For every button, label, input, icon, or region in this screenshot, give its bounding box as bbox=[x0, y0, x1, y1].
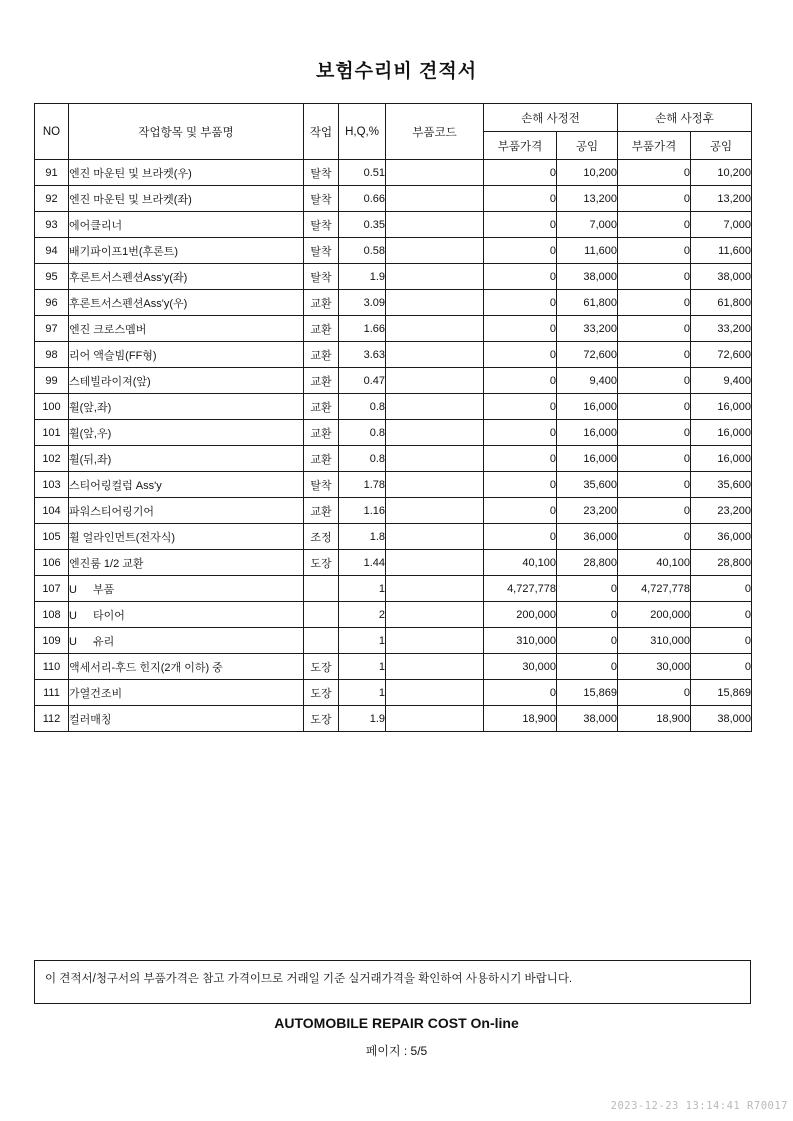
before-labor-cell: 9,400 bbox=[557, 368, 618, 394]
table-row bbox=[35, 654, 752, 680]
before-labor-cell: 0 bbox=[557, 602, 618, 628]
table-row bbox=[35, 706, 752, 732]
item-name-cell bbox=[69, 706, 304, 732]
before-part-price-cell: 0 bbox=[484, 498, 557, 524]
work-type-cell: 조정 bbox=[304, 524, 339, 550]
after-labor-cell: 0 bbox=[691, 576, 752, 602]
item-name: 후론트서스펜션Ass'y(좌) bbox=[69, 271, 188, 284]
table-row bbox=[35, 290, 752, 316]
after-labor-cell: 33,200 bbox=[691, 316, 752, 342]
hq-percent-cell: 0.8 bbox=[339, 446, 386, 472]
after-part-price-cell: 0 bbox=[618, 160, 691, 186]
item-name: 휠(앞,우) bbox=[69, 427, 112, 440]
before-labor-cell: 15,869 bbox=[557, 680, 618, 706]
table-row bbox=[35, 316, 752, 342]
before-labor-cell: 10,200 bbox=[557, 160, 618, 186]
page-title: 보험수리비 견적서 bbox=[315, 61, 478, 82]
header-after-labor: 공임 bbox=[691, 132, 752, 160]
after-labor-cell: 35,600 bbox=[691, 472, 752, 498]
before-labor-cell: 0 bbox=[557, 576, 618, 602]
before-labor-cell: 72,600 bbox=[557, 342, 618, 368]
after-labor-cell: 13,200 bbox=[691, 186, 752, 212]
after-part-price-cell: 30,000 bbox=[618, 654, 691, 680]
table-header bbox=[35, 104, 752, 160]
table-row bbox=[35, 576, 752, 602]
item-name-cell bbox=[69, 316, 304, 342]
hq-percent-cell: 0.35 bbox=[339, 212, 386, 238]
item-name: 엔진룸 1/2 교환 bbox=[69, 557, 144, 570]
before-labor-cell: 61,800 bbox=[557, 290, 618, 316]
work-type-cell: 교환 bbox=[304, 368, 339, 394]
before-part-price-cell: 0 bbox=[484, 368, 557, 394]
table-row bbox=[35, 498, 752, 524]
row-number: 95 bbox=[35, 264, 69, 290]
table-row bbox=[35, 446, 752, 472]
after-labor-cell: 16,000 bbox=[691, 420, 752, 446]
row-number: 94 bbox=[35, 238, 69, 264]
row-number: 97 bbox=[35, 316, 69, 342]
before-part-price-cell: 0 bbox=[484, 290, 557, 316]
hq-percent-cell: 1 bbox=[339, 654, 386, 680]
before-labor-cell: 0 bbox=[557, 628, 618, 654]
footer-brand: AUTOMOBILE REPAIR COST On-line bbox=[274, 1015, 519, 1031]
item-name-cell bbox=[69, 602, 304, 628]
hq-percent-cell: 0.58 bbox=[339, 238, 386, 264]
before-part-price-cell: 0 bbox=[484, 342, 557, 368]
before-labor-cell: 0 bbox=[557, 654, 618, 680]
before-labor-cell: 36,000 bbox=[557, 524, 618, 550]
part-code-cell bbox=[386, 290, 484, 316]
before-part-price-cell: 0 bbox=[484, 160, 557, 186]
after-part-price-cell: 0 bbox=[618, 186, 691, 212]
work-type-cell: 탈착 bbox=[304, 264, 339, 290]
print-timestamp: 2023-12-23 13:14:41 R70017 bbox=[610, 1100, 788, 1112]
after-labor-cell: 0 bbox=[691, 654, 752, 680]
table-row bbox=[35, 186, 752, 212]
work-type-cell: 도장 bbox=[304, 680, 339, 706]
table-row bbox=[35, 602, 752, 628]
header-before-assessment: 손해 사정전 bbox=[484, 104, 618, 132]
table-body bbox=[35, 160, 752, 732]
part-code-cell bbox=[386, 316, 484, 342]
after-labor-cell: 10,200 bbox=[691, 160, 752, 186]
item-name-cell bbox=[69, 446, 304, 472]
work-type-cell: 탈착 bbox=[304, 472, 339, 498]
table-row bbox=[35, 342, 752, 368]
before-labor-cell: 16,000 bbox=[557, 420, 618, 446]
hq-percent-cell: 1.44 bbox=[339, 550, 386, 576]
hq-percent-cell: 0.66 bbox=[339, 186, 386, 212]
after-labor-cell: 11,600 bbox=[691, 238, 752, 264]
work-type-cell: 탈착 bbox=[304, 160, 339, 186]
after-part-price-cell: 0 bbox=[618, 212, 691, 238]
header-hq: H,Q,% bbox=[339, 104, 386, 160]
item-name-cell bbox=[69, 654, 304, 680]
item-name-cell bbox=[69, 472, 304, 498]
part-code-cell bbox=[386, 550, 484, 576]
part-code-cell bbox=[386, 654, 484, 680]
work-type-cell bbox=[304, 576, 339, 602]
work-type-cell: 탈착 bbox=[304, 212, 339, 238]
item-name: 휠 얼라인먼트(전자식) bbox=[69, 531, 176, 544]
hq-percent-cell: 0.8 bbox=[339, 394, 386, 420]
table-row bbox=[35, 420, 752, 446]
row-number: 93 bbox=[35, 212, 69, 238]
hq-percent-cell: 0.51 bbox=[339, 160, 386, 186]
before-labor-cell: 7,000 bbox=[557, 212, 618, 238]
item-name-cell bbox=[69, 550, 304, 576]
work-type-cell bbox=[304, 602, 339, 628]
before-part-price-cell: 0 bbox=[484, 264, 557, 290]
item-name: 엔진 마운틴 및 브라켓(좌) bbox=[69, 193, 192, 206]
before-labor-cell: 35,600 bbox=[557, 472, 618, 498]
work-type-cell: 도장 bbox=[304, 654, 339, 680]
item-name: 부품 bbox=[93, 583, 115, 596]
table-row bbox=[35, 628, 752, 654]
part-code-cell bbox=[386, 394, 484, 420]
notice-text: 이 견적서/청구서의 부품가격은 참고 가격이므로 거래일 기준 실거래가격을 확인하여 사용하시기 바랍니다. bbox=[45, 973, 573, 985]
part-code-cell bbox=[386, 264, 484, 290]
after-part-price-cell: 0 bbox=[618, 264, 691, 290]
row-number: 112 bbox=[35, 706, 69, 732]
part-code-cell bbox=[386, 524, 484, 550]
after-part-price-cell: 0 bbox=[618, 394, 691, 420]
header-no: NO bbox=[35, 104, 69, 160]
table-row bbox=[35, 160, 752, 186]
hq-percent-cell: 0.8 bbox=[339, 420, 386, 446]
header-part-code: 부품코드 bbox=[386, 104, 484, 160]
after-labor-cell: 15,869 bbox=[691, 680, 752, 706]
before-labor-cell: 23,200 bbox=[557, 498, 618, 524]
table-row bbox=[35, 264, 752, 290]
item-name: 스티어링컬럼 Ass'y bbox=[69, 479, 162, 492]
item-prefix: U bbox=[69, 583, 77, 596]
after-labor-cell: 72,600 bbox=[691, 342, 752, 368]
hq-percent-cell: 1.78 bbox=[339, 472, 386, 498]
before-part-price-cell: 310,000 bbox=[484, 628, 557, 654]
item-name-cell bbox=[69, 290, 304, 316]
row-number: 108 bbox=[35, 602, 69, 628]
table-row bbox=[35, 680, 752, 706]
row-number: 92 bbox=[35, 186, 69, 212]
part-code-cell bbox=[386, 420, 484, 446]
part-code-cell bbox=[386, 368, 484, 394]
after-part-price-cell: 0 bbox=[618, 316, 691, 342]
item-name-cell bbox=[69, 342, 304, 368]
item-name-cell bbox=[69, 498, 304, 524]
after-labor-cell: 61,800 bbox=[691, 290, 752, 316]
after-labor-cell: 16,000 bbox=[691, 394, 752, 420]
table-row bbox=[35, 524, 752, 550]
item-name: 컬러매칭 bbox=[69, 713, 112, 726]
item-name: 에어클리너 bbox=[69, 219, 123, 232]
hq-percent-cell: 3.09 bbox=[339, 290, 386, 316]
item-name-cell bbox=[69, 394, 304, 420]
item-name: 리어 액슬빔(FF형) bbox=[69, 349, 157, 362]
row-number: 104 bbox=[35, 498, 69, 524]
after-labor-cell: 36,000 bbox=[691, 524, 752, 550]
header-after-part-price: 부품가격 bbox=[618, 132, 691, 160]
table-row bbox=[35, 472, 752, 498]
before-part-price-cell: 0 bbox=[484, 524, 557, 550]
before-part-price-cell: 30,000 bbox=[484, 654, 557, 680]
row-number: 106 bbox=[35, 550, 69, 576]
part-code-cell bbox=[386, 576, 484, 602]
after-part-price-cell: 0 bbox=[618, 342, 691, 368]
before-labor-cell: 16,000 bbox=[557, 446, 618, 472]
after-labor-cell: 16,000 bbox=[691, 446, 752, 472]
row-number: 100 bbox=[35, 394, 69, 420]
estimate-table bbox=[34, 103, 752, 732]
item-prefix: U bbox=[69, 609, 77, 622]
notice-box bbox=[34, 960, 751, 1004]
item-name: 배기파이프1번(후론트) bbox=[69, 245, 179, 258]
row-number: 98 bbox=[35, 342, 69, 368]
work-type-cell: 교환 bbox=[304, 342, 339, 368]
row-number: 109 bbox=[35, 628, 69, 654]
after-labor-cell: 0 bbox=[691, 628, 752, 654]
work-type-cell: 도장 bbox=[304, 550, 339, 576]
after-part-price-cell: 0 bbox=[618, 680, 691, 706]
after-part-price-cell: 0 bbox=[618, 368, 691, 394]
work-type-cell: 도장 bbox=[304, 706, 339, 732]
part-code-cell bbox=[386, 628, 484, 654]
after-labor-cell: 7,000 bbox=[691, 212, 752, 238]
footer-page-indicator: 페이지 : 5/5 bbox=[365, 1044, 428, 1058]
hq-percent-cell: 1.16 bbox=[339, 498, 386, 524]
item-name: 파워스티어링기어 bbox=[69, 505, 155, 518]
after-part-price-cell: 18,900 bbox=[618, 706, 691, 732]
part-code-cell bbox=[386, 186, 484, 212]
item-name-cell bbox=[69, 680, 304, 706]
before-labor-cell: 38,000 bbox=[557, 264, 618, 290]
header-work: 작업 bbox=[304, 104, 339, 160]
hq-percent-cell: 1 bbox=[339, 680, 386, 706]
after-part-price-cell: 0 bbox=[618, 472, 691, 498]
item-name-cell bbox=[69, 238, 304, 264]
after-labor-cell: 9,400 bbox=[691, 368, 752, 394]
after-part-price-cell: 0 bbox=[618, 446, 691, 472]
work-type-cell: 탈착 bbox=[304, 238, 339, 264]
after-part-price-cell: 4,727,778 bbox=[618, 576, 691, 602]
hq-percent-cell: 0.47 bbox=[339, 368, 386, 394]
before-part-price-cell: 200,000 bbox=[484, 602, 557, 628]
hq-percent-cell: 1 bbox=[339, 576, 386, 602]
work-type-cell: 탈착 bbox=[304, 186, 339, 212]
before-labor-cell: 13,200 bbox=[557, 186, 618, 212]
item-name-cell bbox=[69, 368, 304, 394]
item-name: 엔진 크로스멤버 bbox=[69, 323, 147, 336]
header-after-assessment: 손해 사정후 bbox=[618, 104, 752, 132]
table-row bbox=[35, 394, 752, 420]
table-row bbox=[35, 212, 752, 238]
item-name-cell bbox=[69, 420, 304, 446]
header-before-part-price: 부품가격 bbox=[484, 132, 557, 160]
item-name-cell bbox=[69, 524, 304, 550]
before-part-price-cell: 0 bbox=[484, 420, 557, 446]
item-name-cell bbox=[69, 186, 304, 212]
table-row bbox=[35, 238, 752, 264]
part-code-cell bbox=[386, 706, 484, 732]
row-number: 96 bbox=[35, 290, 69, 316]
item-name: 휠(뒤,좌) bbox=[69, 453, 112, 466]
hq-percent-cell: 1.9 bbox=[339, 264, 386, 290]
part-code-cell bbox=[386, 680, 484, 706]
before-part-price-cell: 18,900 bbox=[484, 706, 557, 732]
item-name-cell bbox=[69, 576, 304, 602]
before-part-price-cell: 0 bbox=[484, 680, 557, 706]
before-part-price-cell: 0 bbox=[484, 446, 557, 472]
item-name: 스테빌라이져(앞) bbox=[69, 375, 151, 388]
row-number: 103 bbox=[35, 472, 69, 498]
item-name: 가열건조비 bbox=[69, 687, 123, 700]
item-name-cell bbox=[69, 212, 304, 238]
row-number: 110 bbox=[35, 654, 69, 680]
after-part-price-cell: 0 bbox=[618, 238, 691, 264]
row-number: 99 bbox=[35, 368, 69, 394]
item-name-cell bbox=[69, 264, 304, 290]
row-number: 101 bbox=[35, 420, 69, 446]
before-labor-cell: 28,800 bbox=[557, 550, 618, 576]
item-name-cell bbox=[69, 628, 304, 654]
hq-percent-cell: 2 bbox=[339, 602, 386, 628]
after-part-price-cell: 310,000 bbox=[618, 628, 691, 654]
part-code-cell bbox=[386, 472, 484, 498]
table-row bbox=[35, 368, 752, 394]
after-part-price-cell: 0 bbox=[618, 498, 691, 524]
after-labor-cell: 28,800 bbox=[691, 550, 752, 576]
item-name: 타이어 bbox=[93, 609, 125, 622]
after-part-price-cell: 40,100 bbox=[618, 550, 691, 576]
item-name: 액세서리-후드 힌지(2개 이하) 중 bbox=[69, 661, 223, 674]
part-code-cell bbox=[386, 342, 484, 368]
part-code-cell bbox=[386, 238, 484, 264]
before-part-price-cell: 0 bbox=[484, 316, 557, 342]
part-code-cell bbox=[386, 160, 484, 186]
before-part-price-cell: 0 bbox=[484, 212, 557, 238]
hq-percent-cell: 1.9 bbox=[339, 706, 386, 732]
after-labor-cell: 23,200 bbox=[691, 498, 752, 524]
work-type-cell: 교환 bbox=[304, 420, 339, 446]
table-row bbox=[35, 550, 752, 576]
item-name: 후론트서스펜션Ass'y(우) bbox=[69, 297, 188, 310]
after-part-price-cell: 0 bbox=[618, 290, 691, 316]
before-labor-cell: 16,000 bbox=[557, 394, 618, 420]
work-type-cell bbox=[304, 628, 339, 654]
before-part-price-cell: 4,727,778 bbox=[484, 576, 557, 602]
work-type-cell: 교환 bbox=[304, 316, 339, 342]
row-number: 107 bbox=[35, 576, 69, 602]
item-name: 엔진 마운틴 및 브라켓(우) bbox=[69, 167, 192, 180]
after-labor-cell: 38,000 bbox=[691, 264, 752, 290]
part-code-cell bbox=[386, 602, 484, 628]
hq-percent-cell: 1.8 bbox=[339, 524, 386, 550]
part-code-cell bbox=[386, 498, 484, 524]
before-part-price-cell: 0 bbox=[484, 472, 557, 498]
after-part-price-cell: 200,000 bbox=[618, 602, 691, 628]
before-part-price-cell: 0 bbox=[484, 394, 557, 420]
part-code-cell bbox=[386, 212, 484, 238]
row-number: 111 bbox=[35, 680, 69, 706]
item-name: 휠(앞,좌) bbox=[69, 401, 112, 414]
after-part-price-cell: 0 bbox=[618, 420, 691, 446]
work-type-cell: 교환 bbox=[304, 394, 339, 420]
part-code-cell bbox=[386, 446, 484, 472]
hq-percent-cell: 1 bbox=[339, 628, 386, 654]
before-labor-cell: 38,000 bbox=[557, 706, 618, 732]
after-labor-cell: 38,000 bbox=[691, 706, 752, 732]
work-type-cell: 교환 bbox=[304, 290, 339, 316]
before-labor-cell: 33,200 bbox=[557, 316, 618, 342]
item-name: 유리 bbox=[93, 635, 115, 648]
row-number: 91 bbox=[35, 160, 69, 186]
before-part-price-cell: 0 bbox=[484, 186, 557, 212]
after-labor-cell: 0 bbox=[691, 602, 752, 628]
hq-percent-cell: 3.63 bbox=[339, 342, 386, 368]
header-before-labor: 공임 bbox=[557, 132, 618, 160]
header-item: 작업항목 및 부품명 bbox=[69, 104, 304, 160]
before-part-price-cell: 0 bbox=[484, 238, 557, 264]
item-prefix: U bbox=[69, 635, 77, 648]
after-part-price-cell: 0 bbox=[618, 524, 691, 550]
work-type-cell: 교환 bbox=[304, 446, 339, 472]
before-part-price-cell: 40,100 bbox=[484, 550, 557, 576]
work-type-cell: 교환 bbox=[304, 498, 339, 524]
before-labor-cell: 11,600 bbox=[557, 238, 618, 264]
hq-percent-cell: 1.66 bbox=[339, 316, 386, 342]
row-number: 102 bbox=[35, 446, 69, 472]
item-name-cell bbox=[69, 160, 304, 186]
row-number: 105 bbox=[35, 524, 69, 550]
